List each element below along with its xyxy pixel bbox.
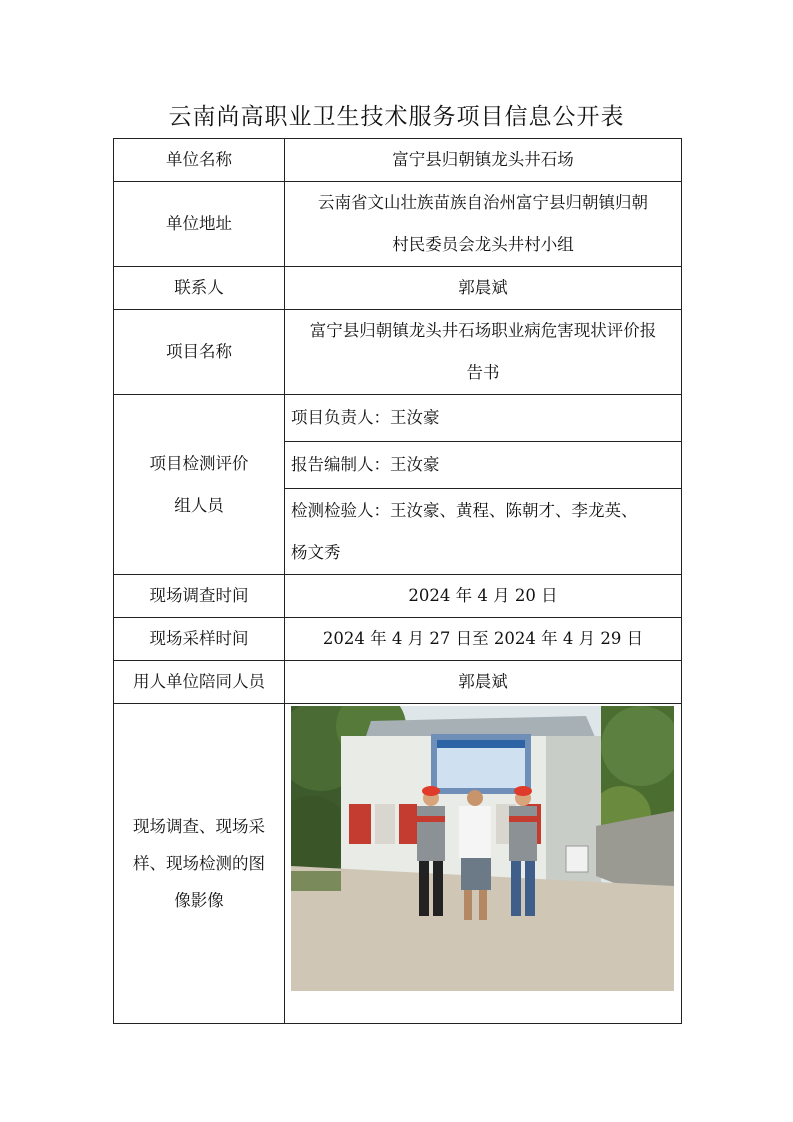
table-row bbox=[114, 395, 682, 442]
project-name-line1: 富宁县归朝镇龙头井石场职业病危害现状评价报 bbox=[309, 321, 657, 340]
sampling-time-value: 2024 年 4 月 27 日至 2024 年 4 月 29 日 bbox=[285, 618, 682, 661]
images-label bbox=[114, 704, 285, 1024]
unit-name-label: 单位名称 bbox=[114, 139, 285, 182]
contact-value: 郭晨斌 bbox=[285, 267, 682, 310]
sampling-time-label: 现场采样时间 bbox=[114, 618, 285, 661]
table-row bbox=[114, 618, 682, 661]
survey-time-label: 现场调查时间 bbox=[114, 575, 285, 618]
images-label-line3: 像影像 bbox=[174, 891, 224, 910]
project-leader: 项目负责人：王汝豪 bbox=[285, 395, 682, 442]
site-photo bbox=[291, 706, 674, 991]
images-label-line2: 样、现场检测的图 bbox=[133, 854, 265, 873]
table-row bbox=[114, 575, 682, 618]
site-photo-cell bbox=[285, 704, 682, 1024]
inspectors bbox=[285, 489, 682, 575]
table-row bbox=[114, 267, 682, 310]
table-row bbox=[114, 139, 682, 182]
team-label bbox=[114, 395, 285, 575]
page-title: 云南尚高职业卫生技术服务项目信息公开表 bbox=[168, 104, 625, 130]
table-row bbox=[114, 310, 682, 395]
unit-address-line1: 云南省文山壮族苗族自治州富宁县归朝镇归朝 bbox=[318, 193, 648, 212]
table-row bbox=[114, 704, 682, 1024]
unit-address-label: 单位地址 bbox=[114, 182, 285, 267]
survey-time-value: 2024 年 4 月 20 日 bbox=[285, 575, 682, 618]
escort-label: 用人单位陪同人员 bbox=[114, 661, 285, 704]
unit-address-line2: 村民委员会龙头井村小组 bbox=[392, 235, 574, 254]
escort-value: 郭晨斌 bbox=[285, 661, 682, 704]
team-label-line1: 项目检测评价 bbox=[149, 453, 249, 473]
inspectors-line2: 杨文秀 bbox=[291, 542, 341, 562]
images-label-line1: 现场调查、现场采 bbox=[133, 817, 265, 836]
project-name-label: 项目名称 bbox=[114, 310, 285, 395]
info-table bbox=[113, 138, 682, 1024]
report-editor: 报告编制人：王汝豪 bbox=[285, 442, 682, 489]
project-name-line2: 告书 bbox=[466, 363, 500, 382]
table-row bbox=[114, 661, 682, 704]
table-row bbox=[114, 182, 682, 267]
team-label-line2: 组人员 bbox=[174, 495, 224, 515]
contact-label: 联系人 bbox=[114, 267, 285, 310]
inspectors-line1: 检测检验人：王汝豪、黄程、陈朝才、李龙英、 bbox=[291, 500, 638, 520]
project-name-value bbox=[285, 310, 682, 395]
unit-address-value bbox=[285, 182, 682, 267]
unit-name-value: 富宁县归朝镇龙头井石场 bbox=[285, 139, 682, 182]
